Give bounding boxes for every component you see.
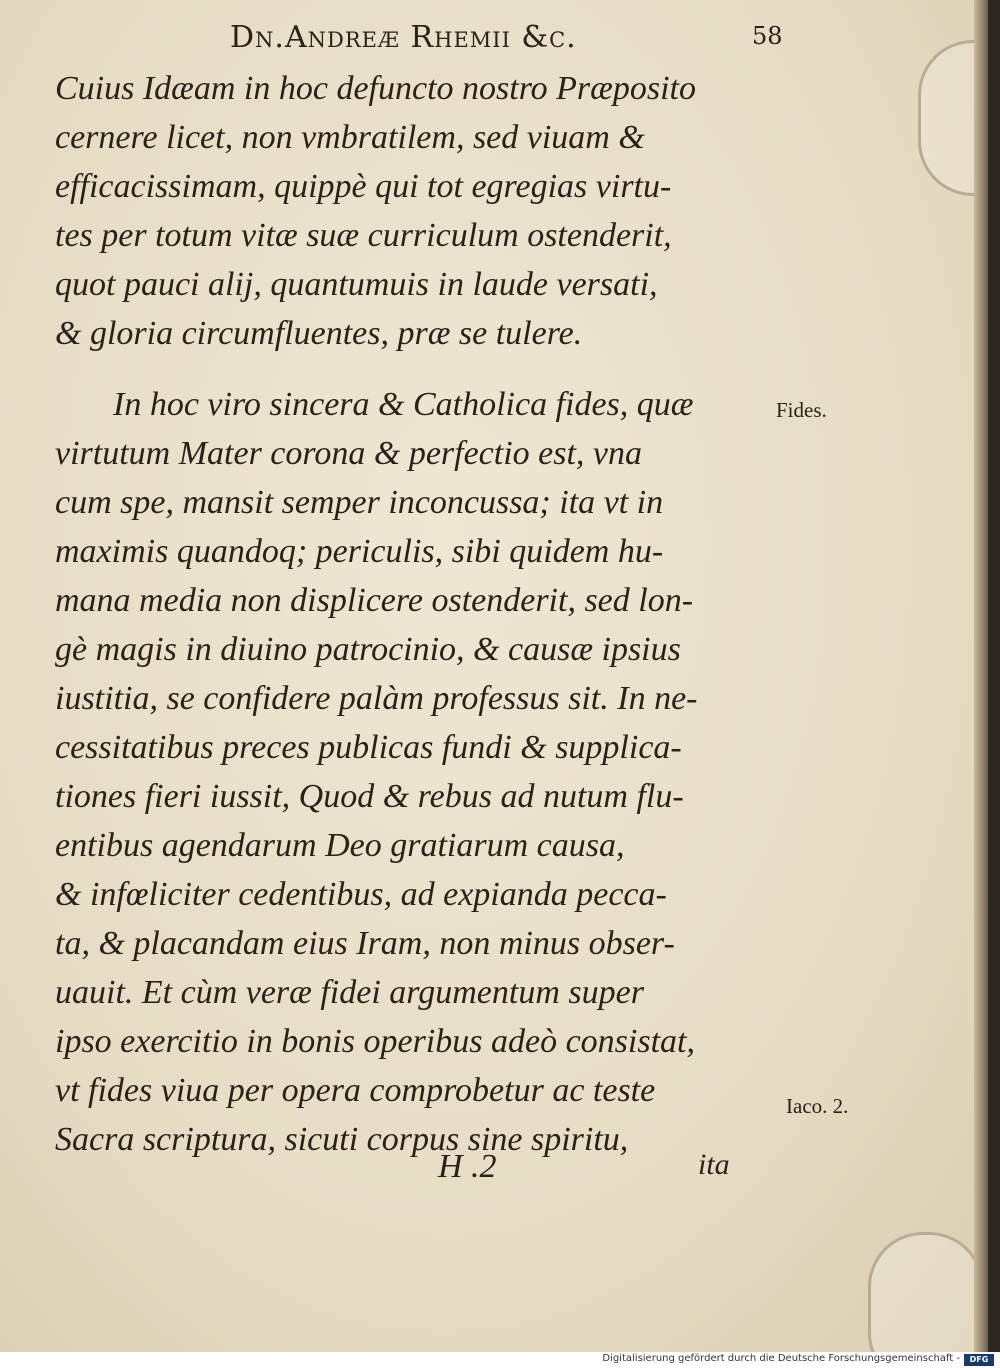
running-title: Dn.Andreæ Rhemii &c. — [230, 20, 577, 55]
page-edge-shadow — [974, 0, 988, 1352]
text-line: mana media non displicere ostenderit, sed lon- — [55, 582, 694, 619]
text-line: & infœliciter cedentibus, ad expianda pecca- — [55, 876, 667, 913]
text-line: virtutum Mater corona & perfectio est, vna — [55, 435, 643, 472]
paragraph-2 — [55, 380, 795, 1164]
text-line: ta, & placandam eius Iram, non minus obser- — [55, 925, 675, 962]
text-line: entibus agendarum Deo gratiarum causa, — [55, 827, 625, 864]
page-clip-bottom — [868, 1232, 984, 1352]
paragraph-1 — [55, 64, 795, 358]
dfg-logo: DFG — [964, 1354, 994, 1366]
text-line: cum spe, mansit semper inconcussa; ita vt in — [55, 484, 664, 521]
text-line: uauit. Et cùm veræ fidei argumentum super — [55, 974, 644, 1011]
text-line: tiones fieri iussit, Quod & rebus ad nutum flu- — [55, 778, 684, 815]
text-line: Sacra scriptura, sicuti corpus sine spiritu, — [55, 1121, 629, 1158]
text-line: maximis quandoq; periculis, sibi quidem hu- — [55, 533, 664, 570]
catchword: ita — [698, 1148, 730, 1181]
page-number: 58 — [752, 22, 783, 50]
text-line: tes per totum vitæ suæ curriculum ostenderit, — [55, 217, 672, 254]
signature-mark: H .2 — [438, 1148, 497, 1185]
text-line: Cuius Idæam in hoc defuncto nostro Præposito — [55, 70, 696, 107]
text-line: iustitia, se confidere palàm professus sit. In ne- — [55, 680, 698, 717]
footer-credit: Digitalisierung gefördert durch die Deutsche Forschungsgemeinschaft - — [602, 1353, 960, 1364]
text-line: In hoc viro sincera & Catholica fides, quæ — [113, 386, 694, 423]
digitization-footer — [0, 1352, 1000, 1368]
marginal-note-fides: Fides. — [776, 398, 827, 422]
text-line: vt fides viua per opera comprobetur ac teste — [55, 1072, 656, 1109]
text-line: cessitatibus preces publicas fundi & supplica- — [55, 729, 682, 766]
text-line: quot pauci alij, quantumuis in laude versati, — [55, 266, 658, 303]
marginal-note-iaco: Iaco. 2. — [786, 1094, 849, 1118]
text-line: & gloria circumfluentes, præ se tulere. — [55, 315, 583, 352]
text-line: efficacissimam, quippè qui tot egregias virtu- — [55, 168, 672, 205]
text-line: ipso exercitio in bonis operibus adeò consistat, — [55, 1023, 695, 1060]
text-line: cernere licet, non vmbratilem, sed viuam & — [55, 119, 645, 156]
text-line: gè magis in diuino patrocinio, & causæ ipsius — [55, 631, 681, 668]
